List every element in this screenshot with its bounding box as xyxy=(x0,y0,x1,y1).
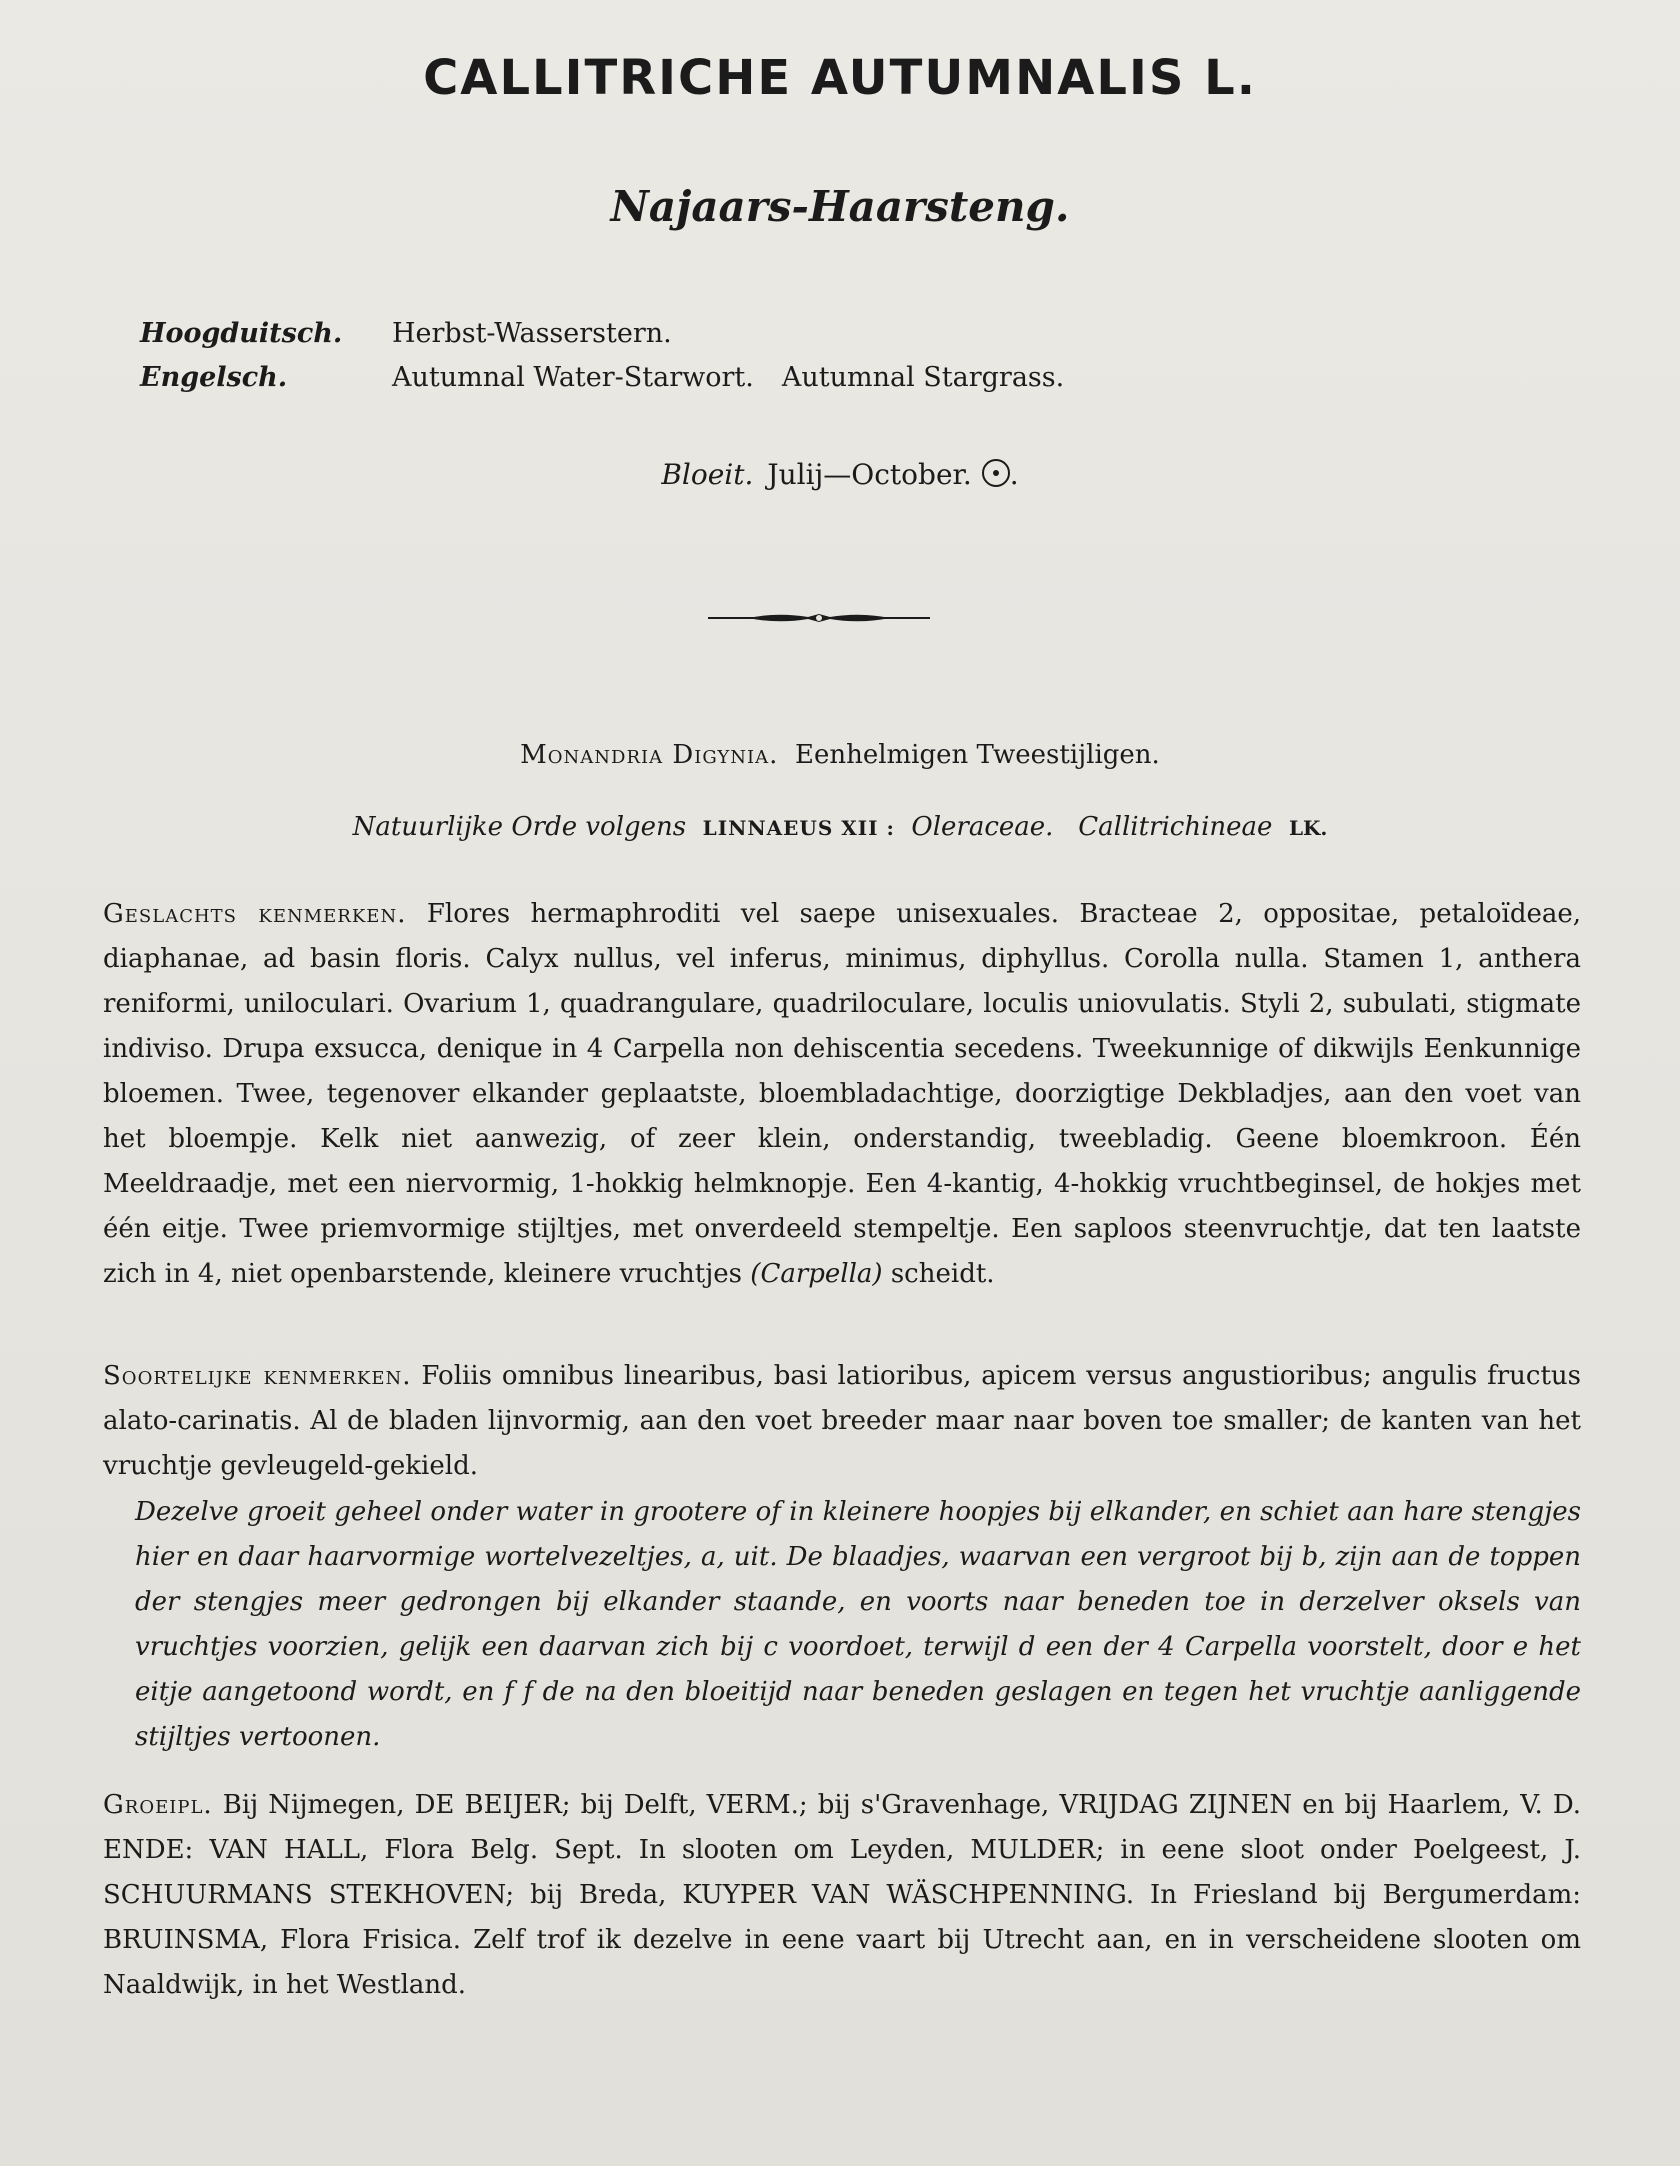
name-row-german xyxy=(140,312,1064,356)
common-names xyxy=(140,312,1064,400)
paragraph-text: Bij Nijmegen, DE BEIJER; bij Delft, VERM.; bij s'Gravenhage, VRIJDAG ZIJNEN en bij Haarlem, V. D. ENDE: VAN HALL, Flora Belg. Sept. In slooten om Leyden, MULDER; in eene sloot onder Poelgeest, J. SCHUURMANS STEKHOVEN; bij Breda, KUYPER VAN WÄSCHPENNING. In Friesland bij Bergumerdam: BRUINSMA, Flora Frisica. Zelf trof ik dezelve in eene vaart bij Utrecht aan, en in verscheidene slooten om Naaldwijk, in het Westland. xyxy=(103,1790,1582,2000)
order-author: LINNAEUS XII : xyxy=(702,816,895,840)
localities xyxy=(103,1783,1581,2008)
page-title: CALLITRICHE AUTUMNALIS L. xyxy=(423,50,1257,106)
name-value: Herbst-Wasserstern. xyxy=(392,318,672,349)
bloom-period: Bloeit. Julij—October. . xyxy=(661,458,1019,491)
order-prefix: Natuurlijke Orde volgens xyxy=(352,812,687,842)
bloom-label: Bloeit. xyxy=(661,458,754,491)
language-label: Engelsch. xyxy=(140,362,288,393)
name-value: Autumnal Water-Starwort. xyxy=(392,362,754,393)
annual-symbol-icon xyxy=(982,459,1010,487)
bloom-value: Julij—October. xyxy=(767,458,972,491)
class-dutch: Eenhelmigen Tweestijligen. xyxy=(794,740,1160,770)
paragraph-lead: Geslachts kenmerken. xyxy=(103,899,407,929)
species-characters xyxy=(103,1354,1581,1489)
name-row-english xyxy=(140,356,1064,400)
paragraph-italic: (Carpella) xyxy=(750,1259,883,1289)
name-value: Autumnal Stargrass. xyxy=(781,362,1065,393)
page-subtitle: Najaars-Haarsteng. xyxy=(610,182,1070,231)
description-paragraph: Dezelve groeit geheel onder water in grootere of in kleinere hoopjes bij elkander, en schiet aan hare stengjes hier en daar haarvormige wortelvezeltjes, a, uit. De blaadjes, waarvan een vergroot bij b, zijn aan de toppen der stengjes meer gedrongen bij elkander staande, en voorts naar beneden toe in derzelver oksels van vruchtjes voorzien, gelijk een daarvan zich bij c voordoet, terwijl d een der 4 Carpella voorstelt, door e het eitje aangetoond wordt, en f f de na den bloeitijd naar beneden geslagen en tegen het vruchtje aanliggende stijltjes vertoonen. xyxy=(135,1497,1581,1752)
language-label: Hoogduitsch. xyxy=(140,318,343,349)
genus-characters xyxy=(103,892,1581,1297)
natural-order xyxy=(0,812,1680,842)
class-name: Monandria Digynia. xyxy=(520,740,779,770)
paragraph-text: Foliis omnibus linearibus, basi latioribus, apicem versus angustioribus; angulis fructus alato-carinatis. Al de bladen lijnvormig, aan den voet breeder maar naar boven toe smaller; de kanten van het vruchtje gevleugeld-gekield. xyxy=(103,1361,1581,1481)
order-name: Oleraceae. xyxy=(911,812,1054,842)
ornament-divider-icon xyxy=(708,606,930,630)
paragraph-lead: Groeipl. xyxy=(103,1790,213,1820)
paragraph-lead: Soortelijke kenmerken. xyxy=(103,1361,412,1391)
linnaean-class xyxy=(0,740,1680,770)
paragraph-end: scheidt. xyxy=(890,1259,995,1289)
order-name-2: Callitrichineae xyxy=(1078,812,1273,842)
order-author-2: LK. xyxy=(1288,816,1328,840)
paragraph-text: Flores hermaphroditi vel saepe unisexuales. Bracteae 2, oppositae, petaloïdeae, diaphanae, ad basin floris. Calyx nullus, vel inferus, minimus, diphyllus. Corolla nulla. Stamen 1, anthera reniformi, uniloculari. Ovarium 1, quadrangulare, quadriloculare, loculis uniovulatis. Styli 2, subulati, stigmate indiviso. Drupa exsucca, denique in 4 Carpella non dehiscentia secedens. Tweekunnige of dikwijls Eenkunnige bloemen. Twee, tegenover elkander geplaatste, bloembladachtige, doorzigtige Dekbladjes, aan den voet van het bloempje. Kelk niet aanwezig, of zeer klein, onderstandig, tweebladig. Geene bloemkroon. Één Meeldraadje, met een niervormig, 1-hokkig helmknopje. Een 4-kantig, 4-hokkig vruchtbeginsel, de hokjes met één eitje. Twee priemvormige stijltjes, met onverdeeld stempeltje. Een saploos steenvruchtje, dat ten laatste zich in 4, niet openbarstende, kleinere vruchtjes xyxy=(103,899,1581,1289)
